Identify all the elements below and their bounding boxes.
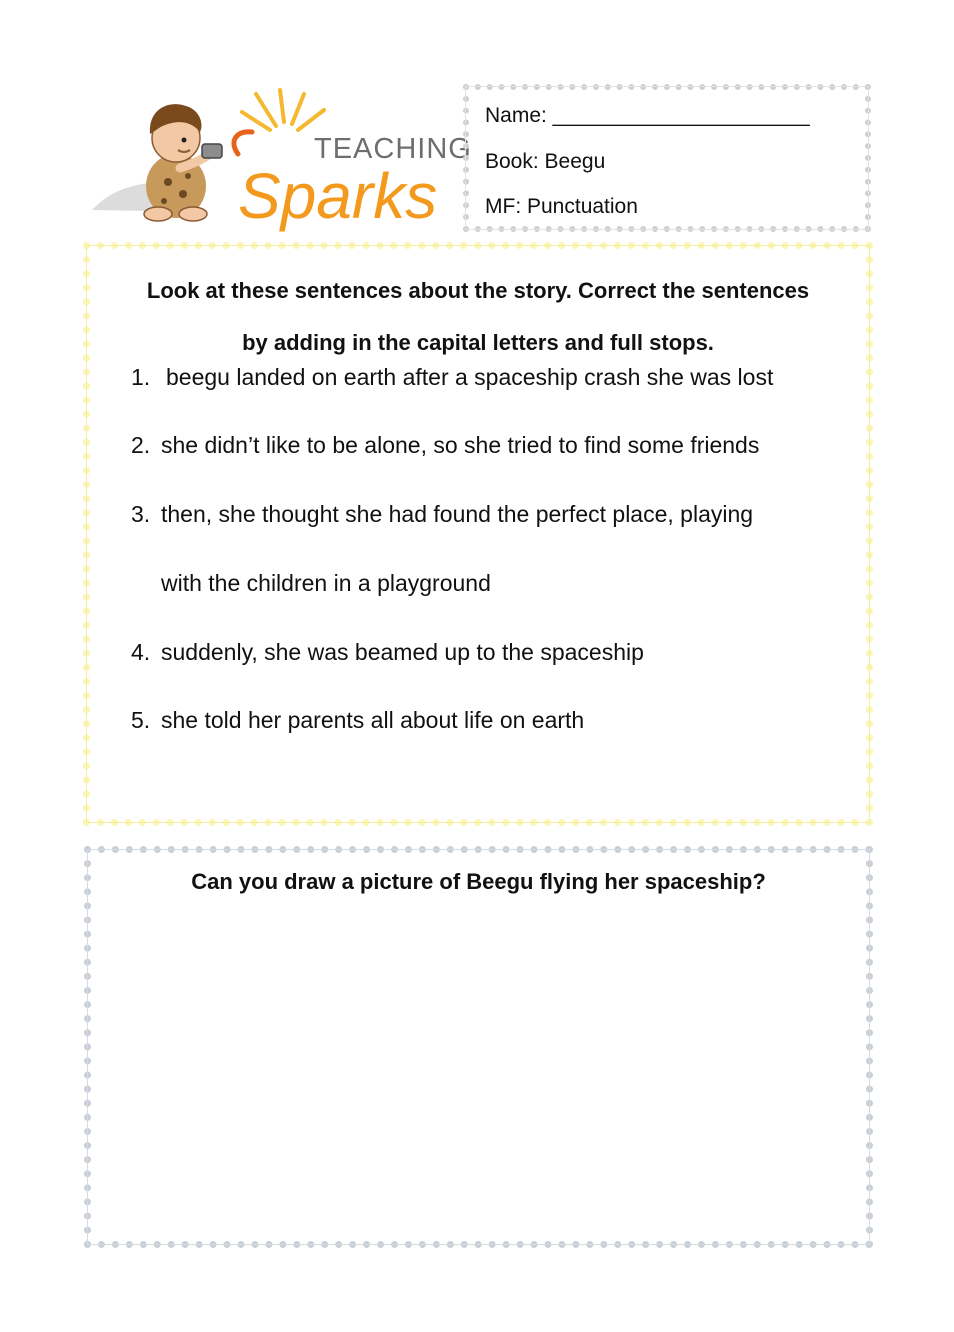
instructions — [90, 265, 866, 369]
sentence-text-continued: with the children in a playground — [161, 570, 491, 596]
sentence-number: 2. — [131, 432, 151, 458]
mf-label: MF: Punctuation — [485, 195, 638, 218]
student-info-box — [463, 84, 871, 232]
logo-brand-top: TEACHING — [314, 133, 472, 165]
name-field[interactable]: Name: ______________________ — [485, 104, 810, 127]
instruction-line: by adding in the capital letters and full stops. — [242, 330, 714, 355]
sentence-number: 3. — [131, 501, 151, 527]
instruction-line: Look at these sentences about the story. Correct the sentences — [146, 278, 810, 303]
sentence-number: 4. — [131, 639, 151, 665]
sentence-text: beegu landed on earth after a spaceship crash she was lost — [166, 364, 774, 390]
drawing-area[interactable] — [84, 846, 873, 1248]
punctuation-task-box — [83, 242, 873, 826]
sentence-number: 5. — [131, 707, 151, 733]
drawing-prompt: Can you draw a picture of Beegu flying her spaceship? — [191, 869, 766, 894]
sentence-text: she told her parents all about life on earth — [161, 707, 585, 733]
sentence-number: 1. — [131, 364, 151, 390]
sentence-text: then, she thought she had found the perfect place, playing — [161, 501, 754, 527]
sentence-text: suddenly, she was beamed up to the spaceship — [161, 639, 644, 665]
sentence-text: she didn’t like to be alone, so she tried to find some friends — [161, 432, 760, 458]
logo-brand-bottom: Sparks — [238, 160, 438, 232]
teaching-sparks-logo — [88, 86, 472, 232]
book-label: Book: Beegu — [485, 150, 606, 173]
